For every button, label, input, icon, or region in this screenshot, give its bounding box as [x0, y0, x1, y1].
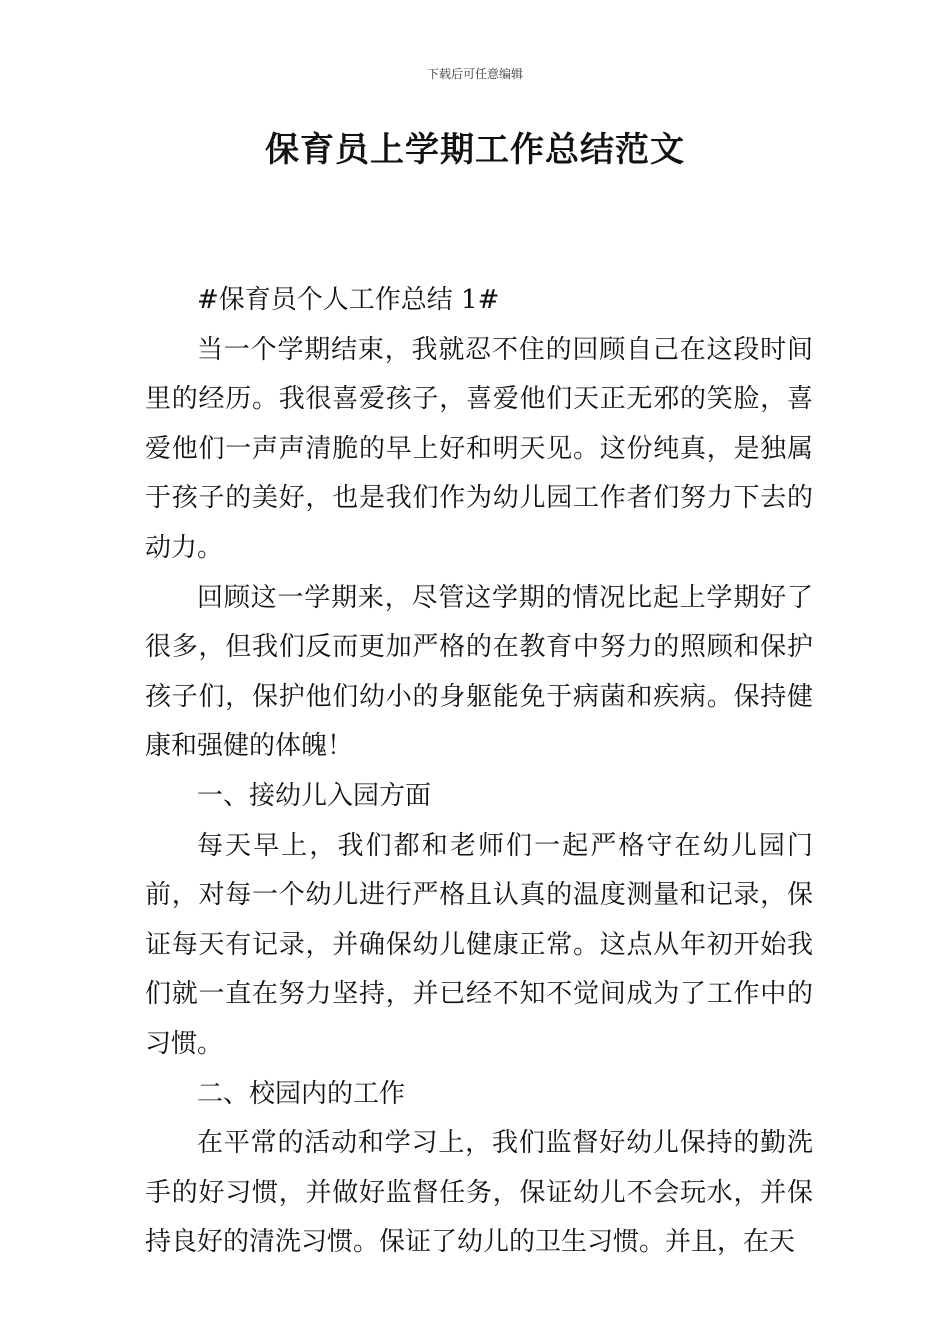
paragraph-review: 回顾这一学期来，尽管这学期的情况比起上学期好了很多，但我们反而更加严格的在教育中努力的照顾和保护孩子们，保护他们幼小的身躯能免于病菌和疾病。保持健康和强健的体魄！: [145, 582, 813, 762]
section-heading-summary-1: #保育员个人工作总结 1#: [197, 285, 500, 315]
document-body: [145, 276, 813, 1268]
paragraph-entry: 每天早上，我们都和老师们一起严格守在幼儿园门前，对每一个幼儿进行严格且认真的温度测量和记录，保证每天有记录，并确保幼儿健康正常。这点从年初开始我们就一直在努力坚持，并已经不知不觉间成为了工作中的习惯。: [145, 830, 813, 1059]
paragraph-intro: 当一个学期结束，我就忍不住的回顾自己在这段时间里的经历。我很喜爱孩子，喜爱他们天正无邪的笑脸，喜爱他们一声声清脆的早上好和明天见。这份纯真，是独属于孩子的美好，也是我们作为幼儿园工作者们努力下去的动力。: [145, 334, 813, 563]
paragraph-campus: 在平常的活动和学习上，我们监督好幼儿保持的勤洗手的好习惯，并做好监督任务，保证幼儿不会玩水，并保持良好的清洗习惯。保证了幼儿的卫生习惯。并且，在天: [145, 1128, 813, 1258]
section-heading-campus: 二、校园内的工作: [197, 1078, 406, 1109]
document-title: 保育员上学期工作总结范文: [265, 130, 685, 170]
header-note: 下载后可任意编辑: [426, 67, 523, 81]
section-heading-entry: 一、接幼儿入园方面: [197, 780, 432, 811]
